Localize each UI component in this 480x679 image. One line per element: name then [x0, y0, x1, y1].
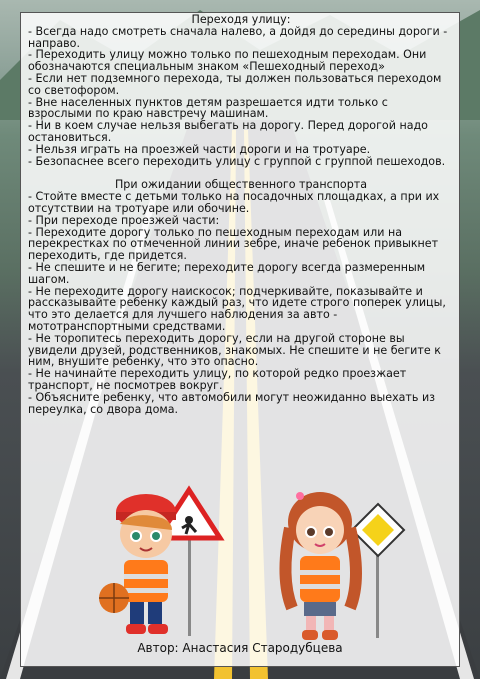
rule-2: - Переходить улицу можно только по пешеходным переходам. Они обозначаются специальным знаком «Пешеходный переход» [28, 48, 427, 74]
section-title-crossing: Переходя улицу: [191, 13, 291, 26]
tip-7: - Не начинайте переходить улицу, по которой редко проезжает транспорт, не посмотрев вокруг. [28, 367, 407, 392]
rule-6: - Нельзя играть на проезжей части дороги и на тротуаре. [28, 142, 371, 156]
tip-5: - Не переходите дорогу наискосок; подчеркивайте, показывайте и рассказывайте ребенку каждый раз, что идете строго поперек улицы, что это делается для лучшего наблюдения за авто - мототранспортными средствами. [28, 284, 446, 333]
tip-1: - Стойте вместе с детьми только на посадочных площадках, а при их отсутствии на тротуаре или обочине. [28, 190, 440, 215]
girl-with-priority-road-sign-icon [270, 478, 420, 644]
memo-text [28, 14, 454, 415]
tip-8: - Объясните ребенку, что автомобили могут неожиданно выехать из переулка, со двора дома. [28, 390, 436, 416]
rule-5: - Ни в коем случае нельзя выбегать на дорогу. Перед дорогой надо остановиться. [28, 119, 428, 144]
tip-4: - Не спешите и не бегите; переходите дорогу всегда размеренным шагом. [28, 260, 426, 286]
section-title-transport: При ожидании общественного транспорта [114, 178, 368, 192]
tip-3: - Переходите дорогу только по пешеходным переходам или на перекрестках по отмеченной линии зебре, иначе ребенок привыкнет переходить, где придется. [28, 225, 439, 263]
rule-3: - Если нет подземного перехода, ты должен пользоваться переходом со светофором. [28, 71, 442, 97]
author-credit: Автор: Анастасия Стародубцева [137, 641, 343, 655]
boy-with-pedestrian-sign-icon [92, 470, 232, 642]
tip-2: - При переходе проезжей части: [28, 213, 220, 227]
rule-1: - Всегда надо смотреть сначала налево, а дойдя до середины дороги - направо. [28, 24, 448, 50]
rule-4: - Вне населенных пунктов детям разрешается идти только с взрослыми по краю навстречу машинам. [28, 95, 388, 121]
rule-7: - Безопаснее всего переходить улицу с группой с группой пешеходов. [28, 154, 446, 168]
tip-6: - Не торопитесь переходить дорогу, если на другой стороне вы увидели друзей, родственников, знакомых. Не спешите и не бегите к ним, внушите ребенку, что это опасно. [28, 331, 441, 369]
